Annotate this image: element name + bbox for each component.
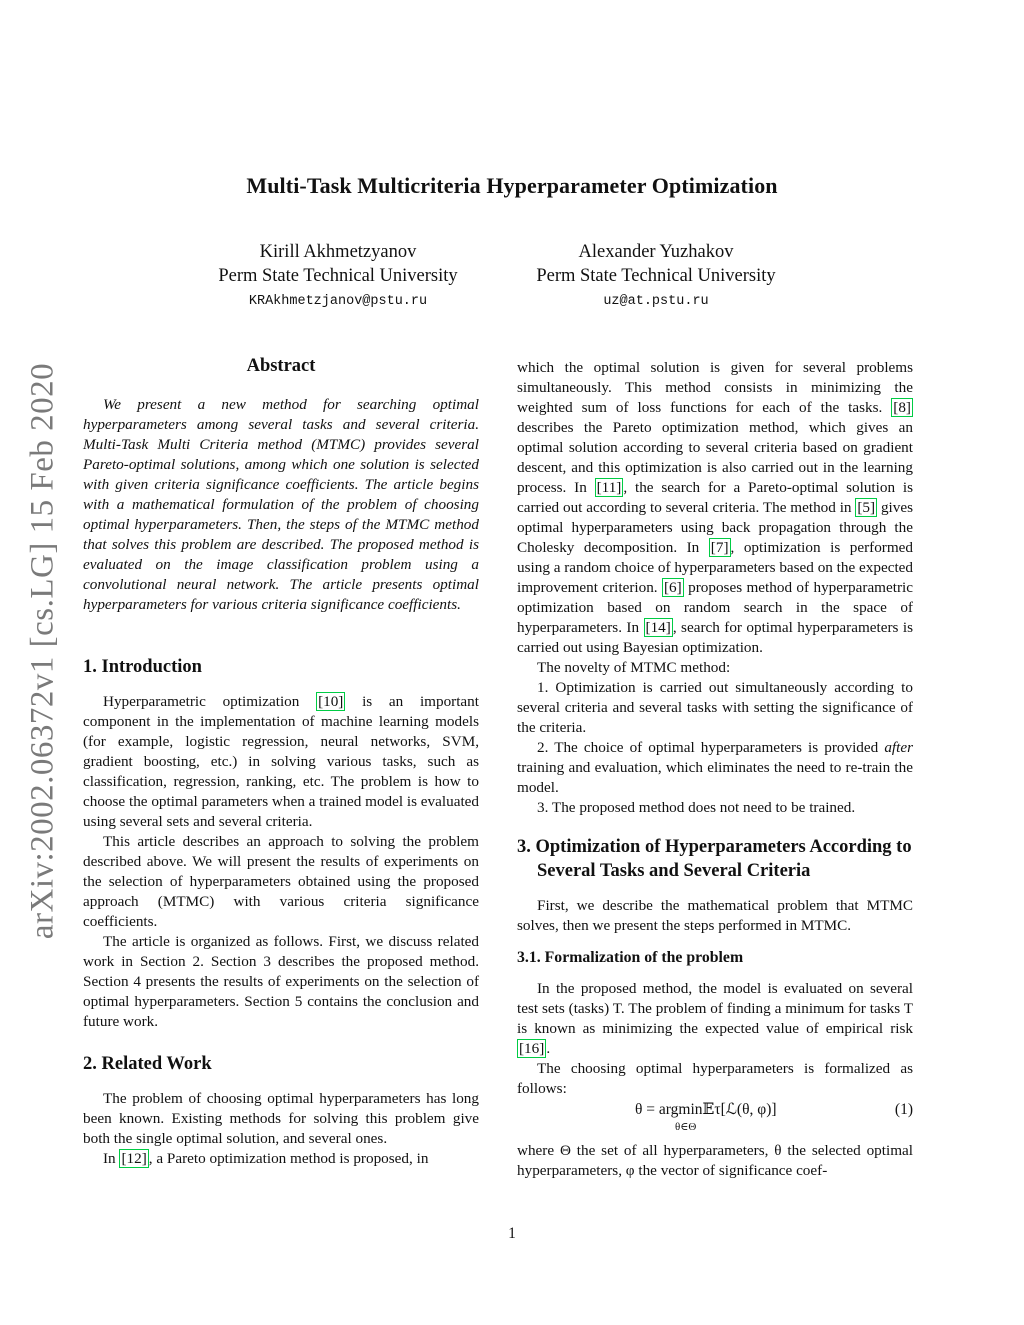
intro-paragraph-2: This article describes an approach to solving the problem described above. We will present the results of experiments on the selection of hyperparameters obtained using the proposed approach (MTMC) with various criteria significance coefficients. <box>83 833 479 930</box>
text-run: , the search for a Pareto-optimal solution is carried out according to several criteria. The method in <box>517 479 913 516</box>
text-run: gives optimal hyperparameters using back propagation through the Cholesky decomposition. In <box>517 499 913 556</box>
method-paragraph-1: First, we describe the mathematical problem that MTMC solves, then we present the steps performed in MTMC. <box>517 897 913 934</box>
text-run: which the optimal solution is given for several problems simultaneously. This method consists in minimizing the weighted sum of loss functions for each of the tasks. <box>517 359 913 416</box>
intro-paragraph-1 <box>83 692 479 832</box>
text-run: In the proposed method, the model is evaluated on several test sets (tasks) T. The problem of finding a minimum for tasks T is known as minimizing the expected value of empirical risk <box>517 980 913 1037</box>
citation-link[interactable]: [16] <box>519 1040 545 1057</box>
method-paragraph-4: where Θ the set of all hyperparameters, θ the selected optimal hyperparameters, φ the vector of significance coef- <box>517 1142 913 1179</box>
citation-link[interactable]: [6] <box>664 579 682 596</box>
section-1-heading: 1. Introduction <box>83 657 202 677</box>
novelty-item-1: 1. Optimization is carried out simultaneously according to several criteria and several tasks with setting the significance of the criteria. <box>517 679 913 736</box>
related-continuation <box>517 358 913 658</box>
text-run: , search for optimal hyperparameters is carried out using Bayesian optimization. <box>517 619 913 656</box>
right-column <box>517 358 913 1181</box>
novelty-item-3: 3. The proposed method does not need to be trained. <box>537 799 856 816</box>
section-2-heading: 2. Related Work <box>83 1054 212 1074</box>
author-1-name: Kirill Akhmetzyanov <box>259 242 417 262</box>
author-1 <box>188 240 488 314</box>
citation-link[interactable]: [8] <box>893 399 911 416</box>
left-column <box>83 356 479 1169</box>
citation-link[interactable]: [5] <box>857 499 876 516</box>
citation-link[interactable]: [11] <box>596 479 622 496</box>
subsection-3-1-heading: 3.1. Formalization of the problem <box>517 949 744 966</box>
method-paragraph-3: The choosing optimal hyperparameters is formalized as follows: <box>517 1060 913 1097</box>
equation-expression: θ = argmin𝔼τ[ℒ(θ, φ)] <box>635 1101 777 1118</box>
equation-number: (1) <box>894 1101 913 1118</box>
citation-link[interactable]: [7] <box>710 539 729 556</box>
page-number: 1 <box>508 1225 516 1242</box>
abstract-text: We present a new method for searching optimal hyperparameters among several tasks and several criteria. Multi-Task Multi Criteria method (MTMC) provides several Pareto-optimal solutions, among which one solution is selected with given criteria significance coefficients. The article begins with a mathematical formulation of the problem of choosing optimal hyperparameters. Then, the steps of the MTMC method that solves this problem are described. The proposed method is evaluated on the image classification problem using a convolutional neural network. The article presents optimal hyperparameters for various criteria significance coefficients. <box>83 396 479 613</box>
section-3-heading: 3. Optimization of Hyperparameters According to Several Tasks and Several Criteria <box>517 837 912 881</box>
text-run: 2. The choice of optimal hyperparameters is provided <box>537 739 885 756</box>
novelty-item-2 <box>517 738 913 798</box>
text-run: Hyperparametric optimization <box>103 693 317 710</box>
paper-title: Multi-Task Multicriteria Hyperparameter Optimization <box>246 173 778 198</box>
citation-link[interactable]: [10] <box>318 693 344 710</box>
author-2-affiliation: Perm State Technical University <box>536 266 776 286</box>
arxiv-sidebar <box>24 356 61 946</box>
text-run: , a Pareto optimization method is proposed, in <box>148 1150 429 1167</box>
arxiv-identifier: arXiv:2002.06372v1 [cs.LG] 15 Feb 2020 <box>24 362 61 940</box>
emphasis: after <box>884 739 913 756</box>
related-paragraph-1: The problem of choosing optimal hyperparameters has long been known. Existing methods for solving this problem give both the single optimal solution, and several ones. <box>83 1090 479 1147</box>
text-run: training and evaluation, which eliminates the need to re-train the model. <box>517 759 913 796</box>
related-paragraph-2 <box>83 1149 479 1169</box>
author-1-affiliation: Perm State Technical University <box>218 266 458 286</box>
text-run: In <box>103 1150 120 1167</box>
text-run: proposes method of hyperparametric optimization based on random search in the space of hyperparameters. In <box>517 579 913 636</box>
method-paragraph-2 <box>517 979 913 1059</box>
equation-subscript: θ∈Θ <box>675 1121 697 1133</box>
text-run: is an important component in the implementation of machine learning models (for example, logistic regression, neural networks, SVM, gradient boosting, etc.) in solving various tasks, such as classification, regression, ranking, etc. The problem is how to choose the optimal parameters when a trained model is evaluated using several sets and several criteria. <box>83 693 479 830</box>
text-run: , optimization is performed using a random choice of hyperparameters based on the expected improvement criterion. <box>517 539 913 596</box>
abstract-heading: Abstract <box>246 356 316 376</box>
author-1-email[interactable]: KRAkhmetzjanov@pstu.ru <box>248 294 428 309</box>
text-run: describes the Pareto optimization method, which gives an optimal solution according to several criteria based on gradient descent, and this optimization is also carried out in the learning process. In <box>517 419 913 496</box>
author-2-name: Alexander Yuzhakov <box>578 242 734 262</box>
author-2 <box>506 240 806 314</box>
author-2-email[interactable]: uz@at.pstu.ru <box>603 294 709 309</box>
novelty-intro: The novelty of MTMC method: <box>537 659 731 676</box>
citation-link[interactable]: [14] <box>645 619 671 636</box>
text-run: . <box>546 1040 551 1057</box>
equation-1 <box>517 1100 913 1138</box>
intro-paragraph-3: The article is organized as follows. First, we discuss related work in Section 2. Section 3 describes the proposed method. Section 4 presents the results of experiments on the selection of optimal hyperparameters. Section 5 contains the conclusion and future work. <box>83 933 479 1030</box>
citation-link[interactable]: [12] <box>121 1150 147 1167</box>
